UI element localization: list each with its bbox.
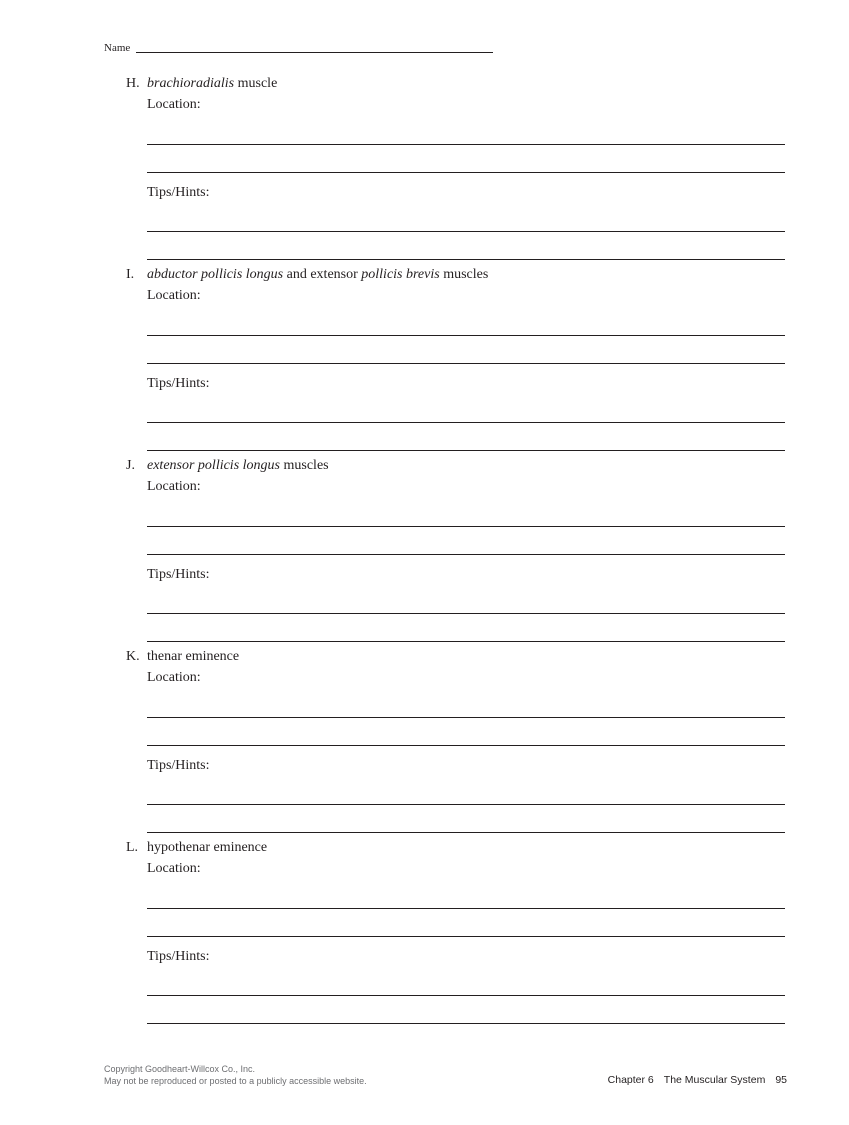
name-label: Name [104, 42, 131, 54]
section-title [147, 649, 239, 665]
tips-answer-line[interactable] [147, 1023, 785, 1024]
name-line[interactable] [136, 52, 493, 53]
reproduction-notice: May not be reproduced or posted to a publicly accessible website. [104, 1076, 367, 1086]
section-letter: H. [126, 76, 140, 91]
tips-answer-line[interactable] [147, 641, 785, 642]
tips-answer-line[interactable] [147, 422, 785, 423]
title-italic-term: pollicis brevis [361, 267, 440, 282]
location-answer-line[interactable] [147, 144, 785, 145]
page-footer [608, 1074, 787, 1086]
location-label: Location: [147, 479, 201, 494]
location-answer-line[interactable] [147, 363, 785, 364]
tips-answer-line[interactable] [147, 231, 785, 232]
title-text: muscles [280, 458, 329, 473]
section-title [147, 267, 488, 283]
location-answer-line[interactable] [147, 745, 785, 746]
location-label: Location: [147, 97, 201, 112]
section-letter: L. [126, 840, 139, 855]
section-letter: K. [126, 649, 140, 664]
location-answer-line[interactable] [147, 172, 785, 173]
copyright-notice [104, 1063, 367, 1087]
tips-answer-line[interactable] [147, 995, 785, 996]
location-answer-line[interactable] [147, 335, 785, 336]
tips-label: Tips/Hints: [147, 758, 210, 773]
tips-answer-line[interactable] [147, 259, 785, 260]
title-text: hypothenar eminence [147, 840, 268, 855]
section-letter: J. [126, 458, 135, 473]
title-italic-term: extensor pollicis longus [147, 458, 280, 473]
tips-label: Tips/Hints: [147, 376, 210, 391]
section-letter: I. [126, 267, 135, 282]
page-number: 95 [775, 1074, 787, 1086]
tips-label: Tips/Hints: [147, 567, 210, 582]
location-answer-line[interactable] [147, 526, 785, 527]
copyright-text: Copyright Goodheart-Willcox Co., Inc. [104, 1064, 256, 1074]
section-title [147, 458, 329, 474]
tips-answer-line[interactable] [147, 450, 785, 451]
location-label: Location: [147, 288, 201, 303]
location-label: Location: [147, 861, 201, 876]
chapter-title: The Muscular System [663, 1074, 766, 1086]
title-text: muscle [234, 76, 278, 91]
tips-label: Tips/Hints: [147, 949, 210, 964]
title-italic-term: brachioradialis [147, 76, 235, 91]
location-label: Location: [147, 670, 201, 685]
title-text: and extensor [283, 267, 362, 282]
location-answer-line[interactable] [147, 717, 785, 718]
tips-label: Tips/Hints: [147, 185, 210, 200]
section-title [147, 840, 267, 856]
tips-answer-line[interactable] [147, 613, 785, 614]
location-answer-line[interactable] [147, 908, 785, 909]
tips-answer-line[interactable] [147, 804, 785, 805]
location-answer-line[interactable] [147, 936, 785, 937]
title-text: muscles [439, 267, 489, 282]
title-text: thenar eminence [147, 649, 240, 664]
title-italic-term: abductor pollicis longus [147, 267, 284, 282]
section-title [147, 76, 277, 92]
tips-answer-line[interactable] [147, 832, 785, 833]
chapter-number: Chapter 6 [607, 1074, 654, 1086]
location-answer-line[interactable] [147, 554, 785, 555]
